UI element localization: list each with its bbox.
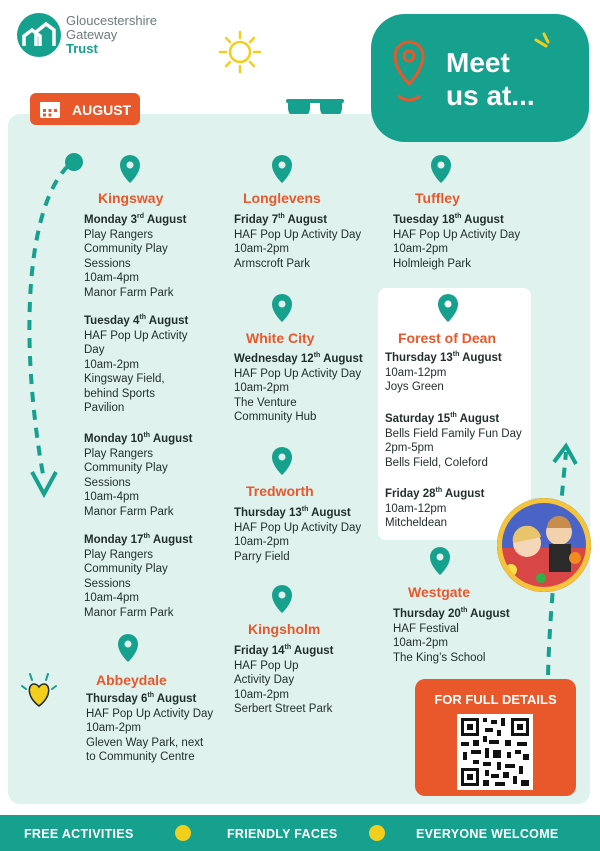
sun-icon xyxy=(218,30,262,74)
event-date: Friday 7th August xyxy=(234,213,328,226)
event-detail: Community Hub xyxy=(234,411,317,423)
event-detail: HAF Festival xyxy=(393,622,459,635)
heart-icon xyxy=(16,670,62,710)
location-tuffley: Tuffley xyxy=(415,190,460,206)
event-date: Monday 17th August xyxy=(84,533,193,546)
location-abbeydale: Abbeydale xyxy=(96,672,167,688)
month-label: AUGUST xyxy=(72,102,132,118)
event-detail: Bells Field, Coleford xyxy=(385,456,488,469)
children-photo xyxy=(497,498,591,592)
event-detail: Manor Farm Park xyxy=(84,505,174,518)
event-detail: HAF Pop Up Activity xyxy=(84,329,188,342)
event xyxy=(84,432,224,519)
qr-code[interactable] xyxy=(457,714,533,790)
location-pin-icon xyxy=(271,154,293,184)
event-detail: HAF Pop Up Activity Day xyxy=(86,707,214,720)
location-pin-icon xyxy=(430,154,452,184)
location-westgate: Westgate xyxy=(408,584,470,600)
event-detail: HAF Pop Up xyxy=(234,659,299,672)
event-detail: 10am-2pm xyxy=(393,243,448,255)
org-logo-text xyxy=(66,14,157,56)
event-detail: Sessions xyxy=(84,476,131,489)
event-detail: Kingsway Field, xyxy=(84,373,165,385)
footer-item: FREE ACTIVITIES xyxy=(24,827,134,841)
footer-dot xyxy=(369,825,385,841)
headline-line2: us at... xyxy=(446,80,535,111)
event-detail: Holmleigh Park xyxy=(393,257,471,270)
event-detail: 2pm-5pm xyxy=(385,442,434,454)
event-detail: Day xyxy=(84,344,105,356)
event-detail: 10am-4pm xyxy=(84,491,139,503)
month-badge xyxy=(30,93,140,125)
event-detail: HAF Pop Up Activity Day xyxy=(234,521,362,534)
event-detail: Manor Farm Park xyxy=(84,286,174,299)
event xyxy=(393,213,538,271)
location-pin-icon xyxy=(271,584,293,614)
event-detail: Play Rangers xyxy=(84,548,154,561)
location-pin-icon xyxy=(392,40,426,110)
calendar-icon xyxy=(39,99,61,119)
event-detail: Armscroft Park xyxy=(234,257,311,270)
event xyxy=(385,351,530,395)
footer-item: FRIENDLY FACES xyxy=(227,827,338,841)
event-detail: HAF Pop Up Activity Day xyxy=(393,228,521,241)
event-detail: HAF Pop Up Activity Day xyxy=(234,367,362,380)
location-white-city: White City xyxy=(246,330,315,346)
event-date: Tuesday 4th August xyxy=(84,314,189,327)
event-detail: 10am-2pm xyxy=(393,637,448,649)
event-date: Tuesday 18th August xyxy=(393,213,504,226)
event-detail: 10am-2pm xyxy=(86,722,141,734)
event-detail: to Community Centre xyxy=(86,751,195,763)
event-date: Thursday 13th August xyxy=(234,506,351,519)
event-detail: The Venture xyxy=(234,396,297,409)
sparkle-icon xyxy=(532,30,560,58)
location-pin-icon xyxy=(429,546,451,576)
headline xyxy=(446,46,535,112)
event-detail: 10am-2pm xyxy=(234,243,289,255)
event xyxy=(84,314,224,416)
event xyxy=(84,213,224,300)
event-detail: 10am-12pm xyxy=(385,366,447,379)
event-detail: Community Play xyxy=(84,462,168,474)
location-tredworth: Tredworth xyxy=(246,483,314,499)
org-line2: Gateway xyxy=(66,27,118,42)
event-date: Saturday 15th August xyxy=(385,412,500,425)
event-date: Monday 3rd August xyxy=(84,213,187,226)
event-detail: Sessions xyxy=(84,577,131,590)
event-detail: Pavilion xyxy=(84,402,125,414)
event-date: Thursday 6th August xyxy=(86,692,197,705)
event-date: Thursday 20th August xyxy=(393,607,510,620)
event-detail: Parry Field xyxy=(234,550,290,563)
location-longlevens: Longlevens xyxy=(243,190,321,206)
org-line3: Trust xyxy=(66,41,98,56)
location-pin-icon xyxy=(119,154,141,184)
event-detail: Joys Green xyxy=(385,381,444,393)
event-date: Thursday 13th August xyxy=(385,351,502,364)
event-detail: Bells Field Family Fun Day xyxy=(385,427,522,440)
location-pin-icon xyxy=(271,446,293,476)
event-detail: Community Play xyxy=(84,243,168,255)
event-date: Monday 10th August xyxy=(84,432,193,445)
event-detail: 10am-2pm xyxy=(234,688,289,701)
event-detail: 10am-4pm xyxy=(84,272,139,284)
full-details-box xyxy=(415,679,576,796)
event-detail: 10am-4pm xyxy=(84,592,139,604)
event-detail: Activity Day xyxy=(234,674,295,686)
location-pin-icon xyxy=(437,293,459,323)
house-logo-icon xyxy=(16,12,62,58)
event-date: Wednesday 12th August xyxy=(234,352,363,365)
event-detail: 10am-2pm xyxy=(234,382,289,394)
event-detail: Sessions xyxy=(84,257,131,270)
event-detail: 10am-12pm xyxy=(385,502,447,515)
event-detail: HAF Pop Up Activity Day xyxy=(234,228,362,241)
headline-line1: Meet xyxy=(446,47,510,78)
location-pin-icon xyxy=(271,293,293,323)
full-details-label: FOR FULL DETAILS xyxy=(434,692,557,707)
footer-item: EVERYONE WELCOME xyxy=(416,827,559,841)
event-date: Friday 14th August xyxy=(234,644,334,657)
event xyxy=(86,692,231,765)
event xyxy=(234,644,379,717)
event-detail: Community Play xyxy=(84,563,168,575)
location-kingsholm: Kingsholm xyxy=(248,621,321,637)
event-detail: Play Rangers xyxy=(84,228,154,241)
location-pin-icon xyxy=(117,633,139,663)
footer-bar xyxy=(0,815,600,851)
location-kingsway: Kingsway xyxy=(98,190,164,206)
event-date: Friday 28th August xyxy=(385,487,485,500)
event xyxy=(385,412,530,470)
event-detail: behind Sports xyxy=(84,387,155,400)
event-detail: Play Rangers xyxy=(84,447,154,460)
event xyxy=(393,607,538,665)
event xyxy=(234,213,379,271)
event-detail: The King’s School xyxy=(393,651,486,664)
event-detail: 10am-2pm xyxy=(84,358,139,371)
event-detail: Gleven Way Park, next xyxy=(86,736,204,749)
org-line1: Gloucestershire xyxy=(66,13,158,28)
event-detail: 10am-2pm xyxy=(234,536,289,548)
event-detail: Serbert Street Park xyxy=(234,703,333,715)
event-detail: Mitcheldean xyxy=(385,517,448,529)
event xyxy=(234,506,379,564)
event-detail: Manor Farm Park xyxy=(84,606,174,619)
footer-dot xyxy=(175,825,191,841)
event xyxy=(84,533,224,620)
event xyxy=(234,352,379,425)
location-forest-of-dean: Forest of Dean xyxy=(398,330,497,346)
